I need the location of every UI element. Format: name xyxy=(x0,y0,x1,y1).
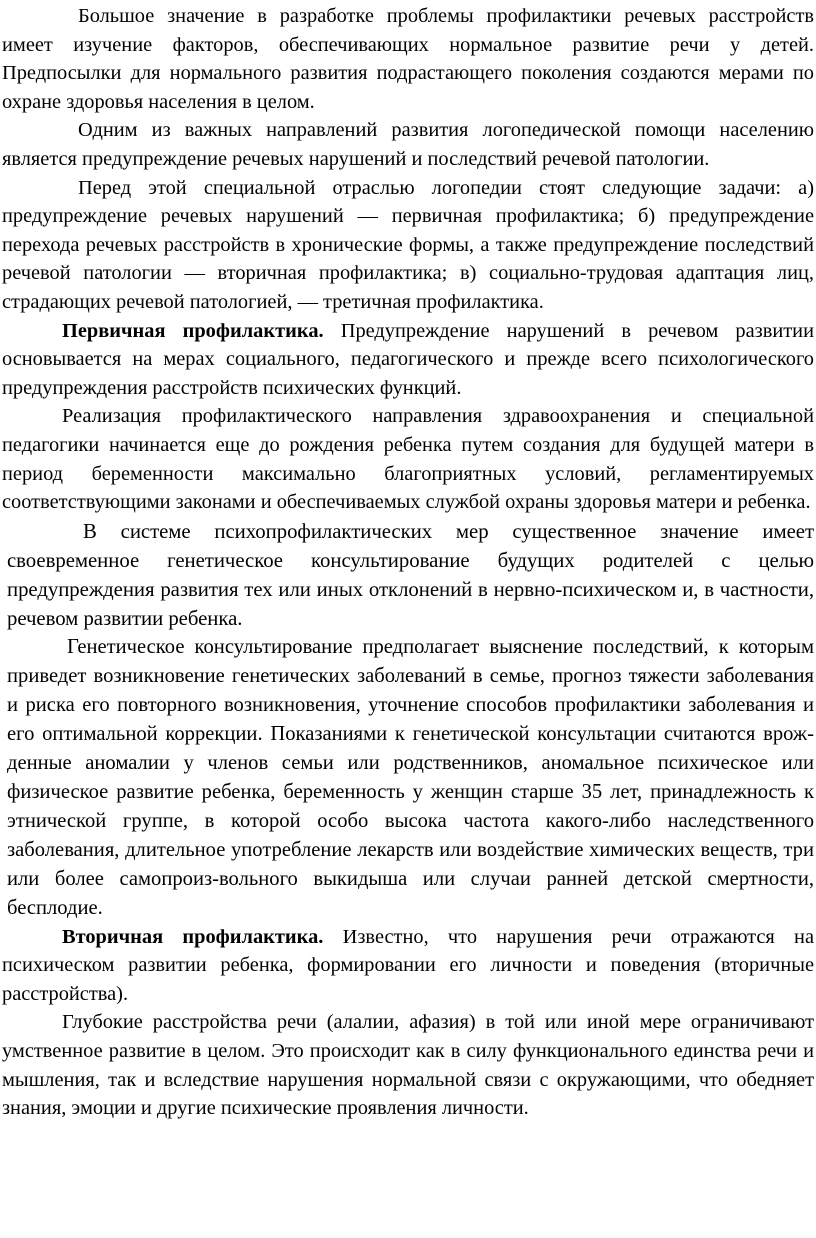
paragraph-2-text: Одним из важных направлений развития логопедической помощи населению является предупреждение речевых нарушений и последствий речевой патологии. xyxy=(2,119,814,170)
paragraph-5-text: Реализация профилактического направления здравоохранения и специальной педагогики начинается еще до рождения ребенка путем создания для будущей матери в период беременности максимально благоприятных условий, регламентируемых соответствующими законами и обеспечиваемых службой охраны здоровья матери и ребенка. xyxy=(2,405,814,514)
paragraph-9-text: Глубокие расстройства речи (алалии, афазия) в той или иной мере ограничивают умственное развитие в целом. Это происходит как в силу функционального единства речи и мышления, так и вследствие нарушения нормальной связи с окружающими, что обедняет знания, эмоции и другие психические проявления личности. xyxy=(2,1011,814,1120)
paragraph-9 xyxy=(2,1008,814,1122)
paragraph-8-text: Известно, что нарушения речи отражаются на психическом развитии ребенка, формировании его личности и поведения (вторичные расстройства). xyxy=(2,925,814,1005)
paragraph-1 xyxy=(2,2,814,116)
paragraph-6-text: В системе психопрофилактических мер существенное значение имеет своевременное генетическое консультирование будущих родителей с целью предупреждения развития тех или иных отклонений в нервно-психическом и, в частности, речевом развитии ребенка. xyxy=(7,519,814,630)
paragraph-3 xyxy=(2,174,814,317)
paragraph-7 xyxy=(2,633,814,923)
paragraph-2 xyxy=(2,116,814,173)
paragraph-8 xyxy=(2,923,814,1009)
paragraph-4-text: Предупреждение нарушений в речевом развитии основывается на мерах социального, педагогического и прежде всего психологического предупреждения расстройств психических функций. xyxy=(2,319,815,399)
secondary-prevention-heading: Вторичная профилактика. xyxy=(62,925,324,948)
paragraph-4 xyxy=(2,317,814,403)
primary-prevention-heading: Первичная профилактика. xyxy=(62,319,324,342)
paragraph-1-text: Большое значение в разработке проблемы профилактики речевых расстройств имеет изучение факторов, обеспечивающих нормальное развитие речи у детей. Предпосылки для нормального развития подрастающего поколения создаются мерами по охране здоровья населения в целом. xyxy=(2,5,814,113)
paragraph-7-text: Генетическое консультирование предполагает выяснение последствий, к которым приведет возникновение генетических заболеваний в семье, прогноз тяжести заболевания и риска его повторного возникновения, уточнение способов профилактики заболевания и его оптимальной коррекции. Показаниями к генетической консультации считаются врож-денные аномалии у членов семьи или родственников, аномальное психическое или физическое развитие ребенка, беременность у женщин старше 35 лет, принадлежность к этнической группе, в которой особо высока частота какого-либо наследственного заболевания, длительное употребление лекарств или воздействие химических веществ, три или более самопроиз-вольного выкидыша или случаи ранней детской смертности, бесплодие. xyxy=(7,635,814,919)
paragraph-5 xyxy=(2,402,814,516)
paragraph-6 xyxy=(2,517,814,633)
paragraph-3-text: Перед этой специальной отраслью логопедии стоят следующие задачи: а) предупреждение речевых нарушений — первичная профилактика; б) предупреждение перехода речевых расстройств в хронические формы, а также предупреждение последствий речевой патологии — вторичная профилактика; в) социально-трудовая адаптация лиц, страдающих речевой патологией, — третичная профилактика. xyxy=(2,176,814,313)
